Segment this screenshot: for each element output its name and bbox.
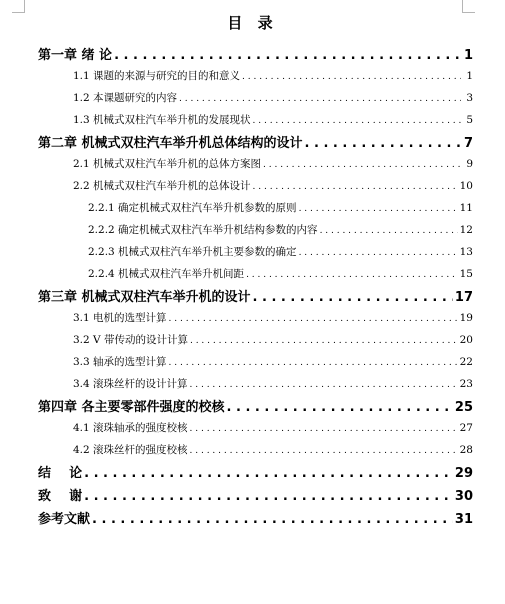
dot-leader — [84, 489, 453, 504]
toc-entry-3-2[interactable] — [73, 332, 473, 347]
toc-entry-label: 第四章 各主要零部件强度的校核 — [38, 400, 225, 415]
toc-entry-label: 2.2.1 确定机械式双柱汽车举升机参数的原则 — [88, 202, 297, 214]
toc-entry-2-2-4[interactable] — [88, 266, 473, 281]
toc-entry-3-3[interactable] — [73, 354, 473, 369]
toc-entry-label: 3.2 V 带传动的设计计算 — [73, 334, 188, 346]
toc-page-number: 30 — [454, 489, 473, 504]
toc-page-number: 23 — [459, 378, 473, 390]
dot-leader — [190, 446, 458, 456]
dot-leader — [92, 512, 453, 527]
dot-leader — [253, 182, 458, 192]
toc-page-number: 20 — [459, 334, 473, 346]
toc-page-number: 22 — [459, 356, 473, 368]
toc-page-number: 29 — [454, 466, 473, 481]
toc-page-number: 13 — [459, 246, 473, 258]
dot-leader — [242, 72, 461, 82]
toc-entry-label: 1.2 本课题研究的内容 — [73, 92, 178, 104]
dot-leader — [263, 160, 461, 170]
toc-page-number: 27 — [459, 422, 473, 434]
toc-page-number: 19 — [459, 312, 473, 324]
toc-title: 目 录 — [227, 14, 278, 32]
toc-entry-references[interactable] — [38, 508, 473, 527]
dot-leader — [246, 270, 458, 280]
toc-entry-label: 4.1 滚珠轴承的强度校核 — [73, 422, 188, 434]
toc-entry-label: 第二章 机械式双柱汽车举升机总体结构的设计 — [38, 136, 303, 151]
toc-entry-label: 第一章 绪 论 — [38, 48, 113, 63]
dot-leader — [179, 94, 461, 104]
toc-entry-chapter-4[interactable] — [38, 396, 473, 415]
toc-entry-label: 致 谢 — [38, 489, 83, 504]
toc-page-number: 10 — [459, 180, 473, 192]
dot-leader — [190, 380, 458, 390]
toc-entry-2-2-1[interactable] — [88, 200, 473, 215]
toc-entry-2-2[interactable] — [73, 178, 473, 193]
toc-entry-label: 结 论 — [38, 466, 83, 481]
toc-entry-conclusion[interactable] — [38, 462, 473, 481]
toc-entry-chapter-2[interactable] — [38, 132, 473, 151]
toc-entry-label: 第三章 机械式双柱汽车举升机的设计 — [38, 290, 251, 305]
toc-page-number: 17 — [454, 290, 473, 305]
toc-entry-3-4[interactable] — [73, 376, 473, 391]
toc-entry-label: 3.4 滚珠丝杆的设计计算 — [73, 378, 188, 390]
toc-entry-label: 2.1 机械式双柱汽车举升机的总体方案图 — [73, 158, 262, 170]
dot-leader — [114, 48, 461, 63]
dot-leader — [169, 358, 458, 368]
dot-leader — [190, 424, 458, 434]
toc-entry-2-1[interactable] — [73, 156, 473, 171]
toc-page-number: 7 — [463, 136, 473, 151]
toc-entry-1-2[interactable] — [73, 90, 473, 105]
toc-entry-4-2[interactable] — [73, 442, 473, 457]
toc-entry-2-2-3[interactable] — [88, 244, 473, 259]
toc-entry-2-2-2[interactable] — [88, 222, 473, 237]
toc-entry-1-3[interactable] — [73, 112, 473, 127]
dot-leader — [299, 204, 458, 214]
toc-page-number: 12 — [459, 224, 473, 236]
toc-entry-1-1[interactable] — [73, 68, 473, 83]
dot-leader — [227, 400, 453, 415]
toc-page-number: 15 — [459, 268, 473, 280]
toc-entry-label: 1.3 机械式双柱汽车举升机的发展现状 — [73, 114, 251, 126]
toc-page-number: 28 — [459, 444, 473, 456]
toc-entry-label: 3.1 电机的选型计算 — [73, 312, 167, 324]
dot-leader — [305, 136, 461, 151]
toc-page-number: 5 — [466, 114, 473, 126]
toc-entry-acknowledgements[interactable] — [38, 485, 473, 504]
toc-page-number: 1 — [466, 70, 473, 82]
toc-entry-chapter-1[interactable] — [38, 44, 473, 63]
toc-entry-chapter-3[interactable] — [38, 286, 473, 305]
toc-page-number: 1 — [463, 48, 473, 63]
toc-page-number: 11 — [459, 202, 473, 214]
dot-leader — [169, 314, 458, 324]
dot-leader — [190, 336, 458, 346]
dot-leader — [84, 466, 453, 481]
toc-entry-label: 1.1 课题的来源与研究的目的和意义 — [73, 70, 241, 82]
dot-leader — [253, 116, 461, 126]
dot-leader — [320, 226, 458, 236]
toc-page-number: 31 — [454, 512, 473, 527]
dot-leader — [299, 248, 458, 258]
toc-entry-label: 2.2 机械式双柱汽车举升机的总体设计 — [73, 180, 251, 192]
toc-entry-label: 参考文献 — [38, 512, 91, 527]
toc-page-number: 3 — [466, 92, 473, 104]
toc-entry-3-1[interactable] — [73, 310, 473, 325]
toc-page-number: 25 — [454, 400, 473, 415]
toc-entry-label: 2.2.3 机械式双柱汽车举升机主要参数的确定 — [88, 246, 297, 258]
toc-entry-4-1[interactable] — [73, 420, 473, 435]
toc-entry-label: 2.2.4 机械式双柱汽车举升机间距 — [88, 268, 245, 280]
dot-leader — [253, 290, 453, 305]
toc-entry-label: 4.2 滚珠丝杆的强度校核 — [73, 444, 188, 456]
toc-page-number: 9 — [466, 158, 473, 170]
toc-entry-label: 3.3 轴承的选型计算 — [73, 356, 167, 368]
toc-entry-label: 2.2.2 确定机械式双柱汽车举升机结构参数的内容 — [88, 224, 318, 236]
